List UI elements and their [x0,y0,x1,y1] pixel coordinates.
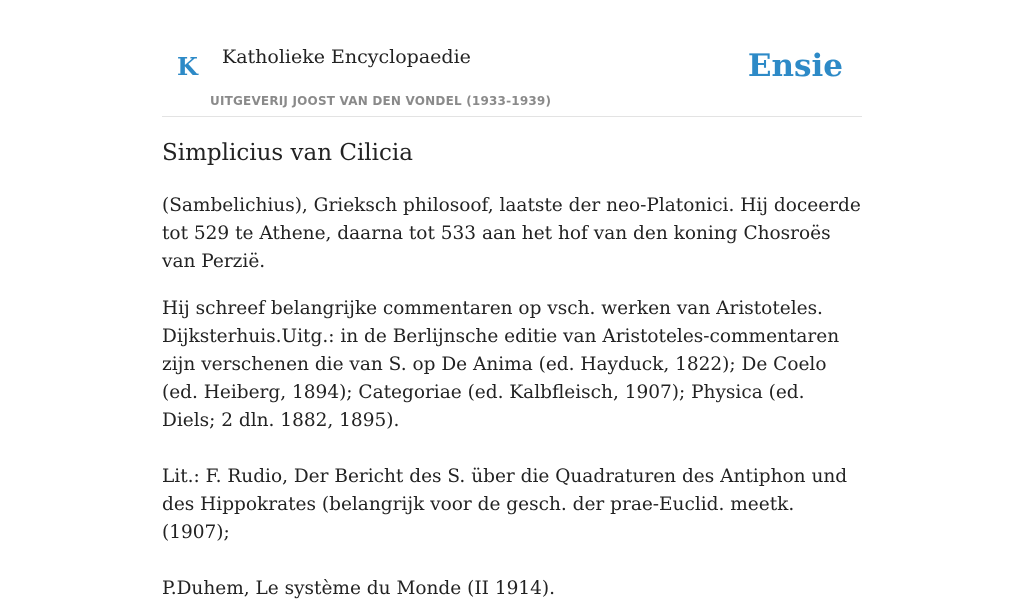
article-paragraph: Lit.: F. Rudio, Der Bericht des S. über die Quadraturen des Antiphon und des Hippokrates (belangrijk voor de gesch. der prae-Euclid. meetk. (1907); [162,466,848,543]
header [162,0,862,117]
article-title: Simplicius van Cilicia [162,140,413,166]
encyclopedia-logo-icon[interactable]: K [177,52,198,81]
page-container [162,0,862,599]
article-paragraph: (Sambelichius), Grieksch philosoof, laatste der neo-Platonici. Hij doceerde tot 529 te Athene, daarna tot 533 aan het hof van den koning Chosroës van Perzië. [162,195,861,272]
article-paragraph: P.Duhem, Le système du Monde (II 1914). [162,578,555,599]
publisher-label: UITGEVERIJ JOOST VAN DEN VONDEL (1933-1939) [210,94,552,108]
ensie-logo-link[interactable]: Ensie [747,48,843,84]
article-paragraph: Hij schreef belangrijke commentaren op vsch. werken van Aristoteles. Dijksterhuis.Uitg.: in de Berlijnsche editie van Aristoteles-commentaren zijn verschenen die van S. op De Anima (ed. Hayduck, 1822); De Coelo (ed. Heiberg, 1894); Categoriae (ed. Kalbfleisch, 1907); Physica (ed. Diels; 2 dln. 1882, 1895). [162,298,840,431]
encyclopedia-name[interactable]: Katholieke Encyclopaedie [222,46,471,68]
article-body [162,192,862,603]
